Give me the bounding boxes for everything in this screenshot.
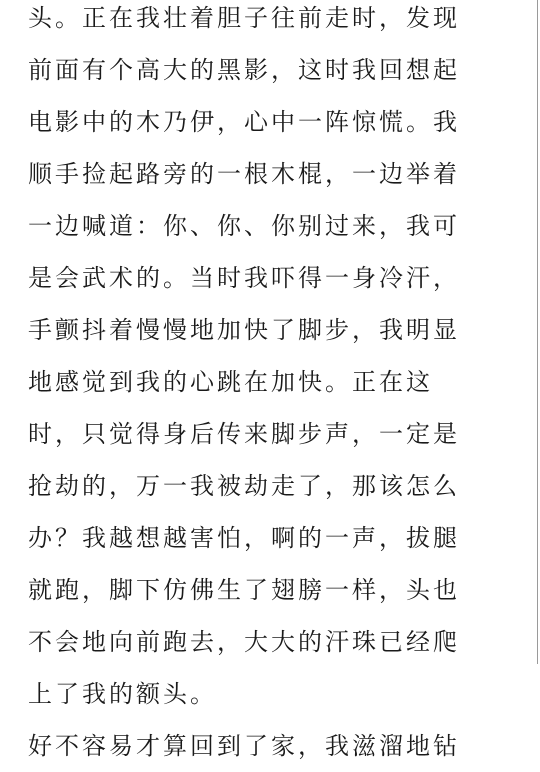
handwritten-passage bbox=[28, 0, 498, 772]
text-line-13: 不会地向前跑去，大大的汗珠已经爬 bbox=[28, 628, 460, 656]
text-line-2: 前面有个高大的黑影，这时我回想起 bbox=[28, 56, 460, 84]
text-line-8: 地感觉到我的心跳在加快。正在这 bbox=[28, 368, 433, 396]
text-line-11: 办？我越想越害怕，啊的一声，拔腿 bbox=[28, 524, 460, 552]
text-line-4: 顺手捡起路旁的一根木棍，一边举着 bbox=[28, 160, 460, 188]
text-line-5: 一边喊道：你、你、你别过来，我可 bbox=[28, 212, 460, 240]
text-line-9: 时，只觉得身后传来脚步声，一定是 bbox=[28, 420, 460, 448]
text-line-15: 好不容易才算回到了家，我滋溜地钻 bbox=[28, 732, 460, 760]
text-line-1: 头。正在我壮着胆子往前走时，发现 bbox=[28, 4, 460, 32]
text-line-12: 就跑，脚下仿佛生了翅膀一样，头也 bbox=[28, 576, 460, 604]
text-line-3: 电影中的木乃伊，心中一阵惊慌。我 bbox=[28, 108, 460, 136]
page-edge-divider bbox=[537, 0, 538, 664]
text-line-14: 上了我的额头。 bbox=[28, 680, 217, 708]
text-line-10: 抢劫的，万一我被劫走了，那该怎么 bbox=[28, 472, 460, 500]
text-line-6: 是会武术的。当时我吓得一身冷汗， bbox=[28, 264, 460, 292]
text-line-7: 手颤抖着慢慢地加快了脚步，我明显 bbox=[28, 316, 460, 344]
